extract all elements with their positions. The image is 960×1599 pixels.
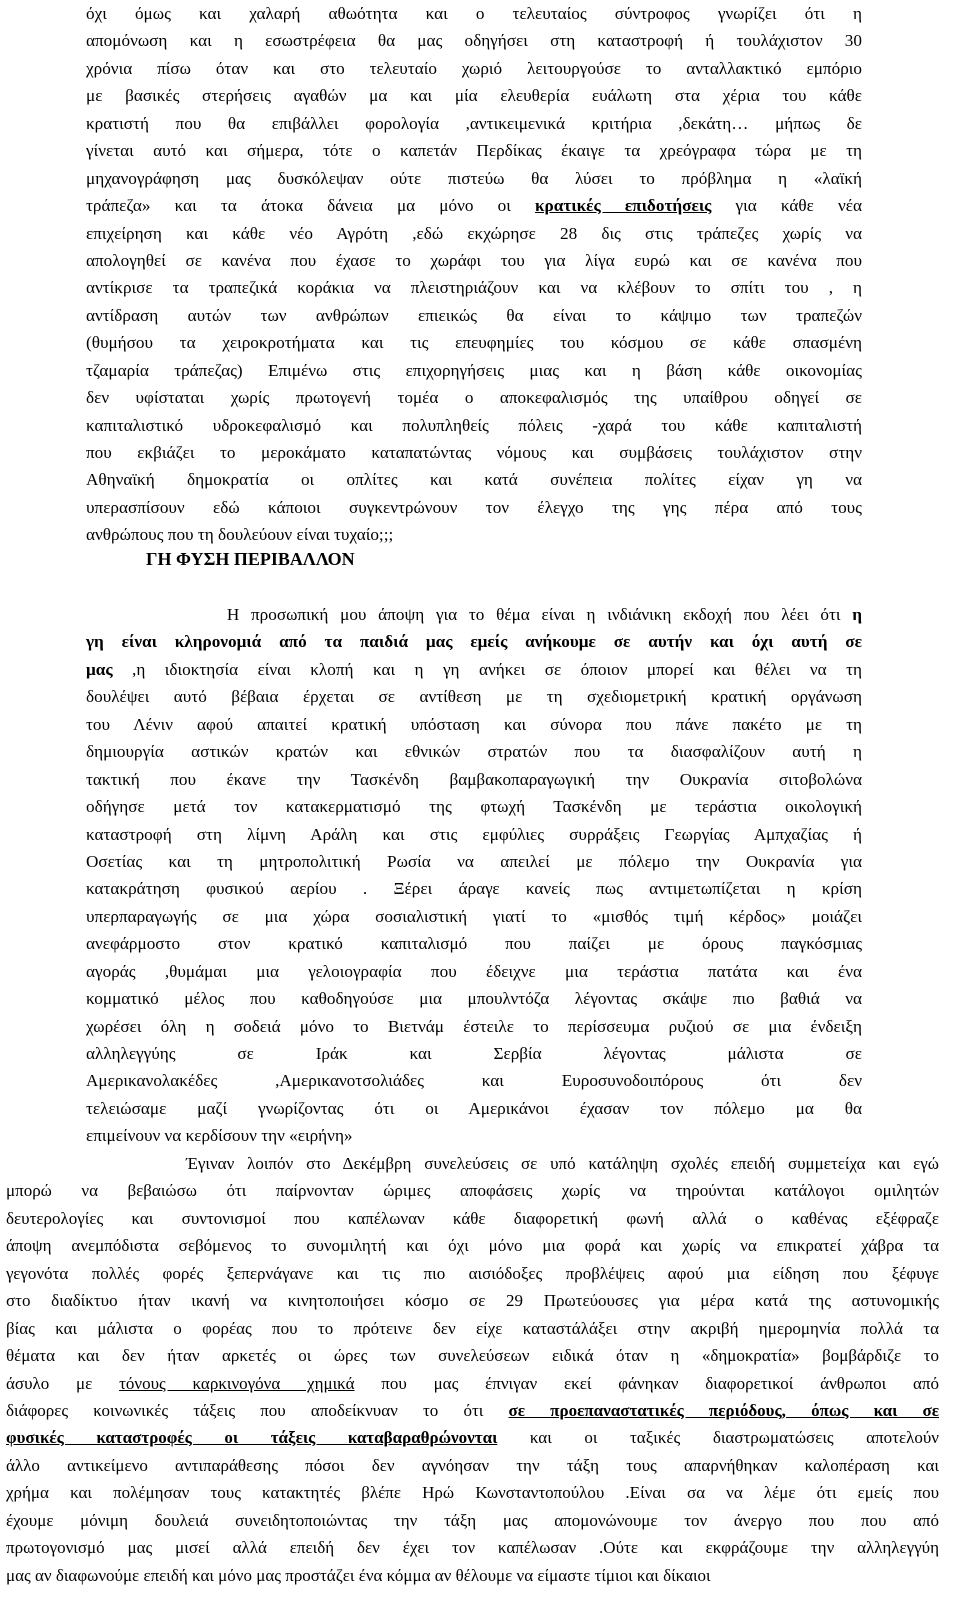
text-span: δεν υφίσταται χωρίς πρωτογενή τομέα ο αποκεφαλισμός της υπαίθρου οδηγεί σε: [86, 388, 862, 408]
text-line: [6, 1150, 939, 1177]
text-line: [6, 1562, 939, 1589]
text-span: Αμερικανολακέδες ,Αμερικανοτσολιάδες και Ευροσυνοδοιπόρους ότι δεν: [86, 1071, 862, 1091]
text-line: [86, 27, 862, 54]
emphasized-text: τόνους καρκινογόνα χημικά: [119, 1373, 355, 1393]
text-span: δημιουργία αστικών κρατών και εθνικών στρατών που τα διασφαλίζουν αυτή η: [86, 742, 862, 762]
text-span: υπερασπίσουν εδώ κάποιοι συγκεντρώνουν τον έλεγχο της γης πέρα από τους: [86, 497, 862, 517]
text-span: γίνεται αυτό και σήμερα, τότε ο καπετάν Περδίκας έκαιγε τα χρεόγραφα τώρα με τη: [86, 141, 862, 161]
text-line: [86, 137, 862, 164]
text-line: [86, 628, 862, 655]
emphasized-text: γη είναι κληρονομιά από τα παιδιά μας εμείς ανήκουμε σε αυτήν και όχι αυτή σε: [86, 632, 862, 652]
text-line: [86, 274, 862, 301]
text-span: δευτερολογίες και συντονισμοί που καπέλωναν κάθε διαφορετική φωνή αλλά ο καθένας εξέφραζε: [6, 1208, 939, 1228]
text-line: [6, 1397, 939, 1424]
text-span: όχι όμως και χαλαρή αθωότητα και ο τελευταίος σύντροφος γνωρίζει ότι η: [86, 4, 862, 23]
text-span: που εκβιάζει το μεροκάματο καταπατώντας νόμους και συμβάσεις τουλάχιστον στην: [86, 443, 862, 462]
text-line: [6, 1479, 939, 1506]
text-span: οδήγησε μετά τον κατακερματισμό της φτωχή Τασκένδη με τεράστια οικολογική: [86, 797, 862, 817]
text-span: (θυμήσου τα χειροκροτήματα και τις επευφημίες του κόσμου σε κάθε σπασμένη: [86, 333, 862, 353]
text-span: μηχανογράφηση μας δυσκόλεψαν ούτε πιστεύω θα λύσει το πρόβλημα η «λαϊκή: [86, 168, 862, 188]
text-span: αγοράς ,θυμάμαι μια γελοιογραφία που έδειχνε μια τεράστια πατάτα και ένα: [86, 961, 862, 981]
text-line: [86, 601, 862, 628]
text-line: [86, 412, 862, 439]
text-span: τακτική που έκανε την Τασκένδη βαμβακοπαραγωγική την Ουκρανία σιτοβολώνα: [86, 769, 862, 789]
text-line: [86, 1067, 862, 1094]
text-line: [6, 1370, 939, 1397]
text-span: κομματικό μέλος που καθοδηγούσε μια μπουλντόζα λέγοντας σκάψε πιο βαθιά να: [86, 989, 862, 1009]
text-span: άποψη ανεμπόδιστα σεβόμενος το συνομιλητή και όχι μόνο μια φορά και χωρίς να επικρατεί χάβρα τα: [6, 1236, 939, 1256]
text-span: στο διαδίκτυο ήταν ικανή να κινητοποιήσει κόσμο σε 29 Πρωτεύουσες για μέρα κατά της αστυνομικής: [6, 1291, 939, 1311]
text-line: [86, 903, 862, 930]
text-span: άσυλο με: [6, 1373, 120, 1393]
text-line: [6, 1287, 939, 1314]
text-span: θέματα και δεν ήταν αρκετές οι ώρες των συνελεύσεων ειδικά όταν η «δημοκρατία» βομβάρδιζε το: [6, 1346, 939, 1366]
text-span: κατακράτηση φυσικού αερίου . Ξέρει άραγε κανείς πως αντιμετωπίζεται η κρίση: [86, 879, 862, 899]
text-line: [86, 192, 862, 219]
text-span: χρήμα και πολέμησαν τους κατακτητές βλέπε Ηρώ Κωνσταντοπούλου .Είναι σα να λέμε ότι εμείς που: [6, 1483, 939, 1503]
text-line: [86, 656, 862, 683]
text-line: [86, 110, 862, 137]
text-line: [86, 1095, 862, 1122]
text-span: και οι ταξικές διαστρωματώσεις αποτελούν: [497, 1428, 939, 1448]
paragraph-2: [86, 601, 862, 1150]
text-span: που μας έπνιγαν εκεί φάνηκαν διαφορετικοί άνθρωποι από: [354, 1373, 940, 1393]
emphasized-text: φυσικές καταστροφές οι τάξεις καταβαραθρώνονται: [6, 1428, 498, 1448]
text-line: [86, 220, 862, 247]
text-span: απολογηθεί σε κανένα που έχασε το χωράφι του για λίγα ευρώ και σε κανένα που: [86, 250, 862, 270]
text-line: [86, 1040, 862, 1067]
text-line: [86, 466, 862, 493]
text-line: [86, 439, 862, 466]
text-line: [6, 1205, 939, 1232]
text-span: επιχείρηση και κάθε νέο Αγρότη ,εδώ εκχώρησε 28 δις στις τράπεζες χωρίς να: [86, 223, 862, 243]
paragraph-1: [86, 0, 862, 549]
text-span: μπορώ να βεβαιώσω ότι παίρνονταν ώριμες αποφάσεις χωρίς να τηρούνται κατάλογοι ομιλητών: [6, 1181, 939, 1201]
emphasized-text: κρατικές επιδοτήσεις: [534, 196, 712, 216]
text-span: χρόνια πίσω όταν και στο τελευταίο χωριό λειτουργούσε το ανταλλακτικό εμπόριο: [86, 58, 862, 78]
text-span: καπιταλιστικό υδροκεφαλισμό και πολυπληθείς πόλεις -χαρά του κάθε καπιταλιστή: [86, 415, 862, 435]
text-span: τράπεζα» και τα άτοκα δάνεια μα μόνο οι: [86, 196, 535, 216]
text-span: κρατιστή που θα επιβάλλει φορολογία ,αντικειμενικά κριτήρια ,δεκάτη… μήπως δε: [86, 113, 862, 133]
text-line: [86, 848, 862, 875]
text-line: [86, 821, 862, 848]
text-span: πρωτογονισμό μας μισεί αλλά επειδή δεν έχει τον καπέλωσαν .Ούτε και εκφράζουμε την αλληλεγγύη: [6, 1538, 939, 1558]
text-line: [6, 1424, 939, 1451]
text-span: υπερπαραγωγής σε μια χώρα σοσιαλιστική γιατί το «μισθός τιμή κέρδος» μοιάζει: [86, 906, 862, 926]
text-span: για κάθε νέα: [711, 196, 862, 216]
text-line: [86, 357, 862, 384]
text-span: Έγιναν λοιπόν στο Δεκέμβρη συνελεύσεις σε υπό κατάληψη σχολές επειδή συμμετείχα και εγώ: [6, 1154, 939, 1173]
text-line: [6, 1452, 939, 1479]
paragraph-3: [6, 1150, 939, 1589]
text-span: χωρέσει όλη η σοδειά μόνο το Βιετνάμ έστειλε το περίσσευμα ρυζιού σε μια ένδειξη: [86, 1016, 862, 1036]
text-line: [86, 494, 862, 521]
text-span: επιμείνουν να κερδίσουν την «ειρήνη»: [86, 1126, 353, 1146]
text-span: διάφορες κοινωνικές τάξεις που αποδείκνυαν το ότι: [6, 1400, 509, 1420]
text-line: [6, 1342, 939, 1369]
text-line: [86, 985, 862, 1012]
text-line: [86, 1013, 862, 1040]
text-line: [6, 1260, 939, 1287]
text-span: ,η ιδιοκτησία είναι κλοπή και η γη ανήκει σε όποιον μπορεί και θέλει να τη: [112, 659, 862, 679]
text-line: [6, 1315, 939, 1342]
text-span: απομόνωση και η εσωστρέφεια θα μας οδηγήσει στη καταστροφή ή τουλάχιστον 30: [86, 31, 862, 51]
text-line: [86, 875, 862, 902]
text-line: [86, 738, 862, 765]
text-line: [86, 1122, 862, 1149]
text-line: [86, 302, 862, 329]
text-line: [86, 0, 862, 27]
text-span: άλλο αντικείμενο αντιπαράθεσης πόσοι δεν αγνόησαν την τάξη τους απαρνήθηκαν καλοπέραση και: [6, 1455, 939, 1475]
text-span: έχουμε μόνιμη δουλειά συνειδητοποιώντας την τάξη μας απομονώνουμε τον άνεργο που που από: [6, 1510, 939, 1530]
text-line: [6, 1232, 939, 1259]
text-span: αλληλεγγύης σε Ιράκ και Σερβία λέγοντας μάλιστα σε: [86, 1044, 862, 1063]
text-line: [86, 711, 862, 738]
text-line: [86, 55, 862, 82]
text-span: αντίκρισε τα τραπεζικά κοράκια να πλειστηριάζουν και να κλέβουν το σπίτι του , η: [86, 278, 862, 298]
text-line: [86, 82, 862, 109]
text-line: [86, 793, 862, 820]
text-span: με βασικές στερήσεις αγαθών μα και μία ελευθερία ευάλωτη στα χέρια του κάθε: [86, 86, 862, 106]
text-line: [86, 165, 862, 192]
text-span: ανθρώπους που τη δουλεύουν είναι τυχαίο;;;: [86, 525, 394, 545]
text-span: τελειώσαμε μαζί γνωρίζοντας ότι οι Αμερικάνοι έχασαν τον πόλεμο μα θα: [86, 1098, 862, 1118]
text-span: μας αν διαφωνούμε επειδή και μόνο μας προστάζει ένα κόμμα αν θέλουμε να είμαστε τίμιοι και δίκαιοι: [6, 1565, 711, 1585]
emphasized-text: σε προεπαναστατικές περιόδους, όπως και σε: [508, 1400, 939, 1420]
text-span: ανεφάρμοστο στον κρατικό καπιταλισμό που παίζει με όρους παγκόσμιας: [86, 934, 862, 954]
text-line: [86, 930, 862, 957]
text-span: βίας και μάλιστα ο φορέας που το πρότεινε δεν είχε καταστάλάξει στην ακριβή ημερομηνία πολλά τα: [6, 1318, 939, 1338]
text-line: [86, 683, 862, 710]
text-line: [86, 766, 862, 793]
text-span: τζαμαρία τράπεζας) Επιμένω στις επιχορηγήσεις μιας και η βάση κάθε οικονομίας: [86, 360, 862, 380]
text-span: αντίδραση αυτών των ανθρώπων επιεικώς θα είναι το κάψιμο των τραπεζών: [86, 305, 862, 325]
text-line: [6, 1177, 939, 1204]
text-line: [86, 247, 862, 274]
emphasized-text: μας: [86, 659, 113, 679]
text-span: δουλέψει αυτό βέβαια έρχεται σε αντίθεση με τη σχεδιομετρική κρατική οργάνωση: [86, 687, 862, 707]
text-span: του Λένιν αφού απαιτεί κρατική υπόσταση και σύνορα που πάνε πακέτο με τη: [86, 714, 862, 734]
text-span: καταστροφή στη λίμνη Αράλη και στις εμφύλιες συρράξεις Γεωργίας Αμπχαζίας ή: [86, 824, 862, 844]
section-heading: ΓΗ ΦΥΣΗ ΠΕΡΙΒΑΛΛΟΝ: [146, 549, 355, 569]
emphasized-text: η: [852, 605, 862, 624]
text-line: [86, 384, 862, 411]
text-span: Η προσωπική μου άποψη για το θέμα είναι η ινδιάνικη εκδοχή που λέει ότι: [86, 605, 853, 624]
text-span: γεγονότα πολλές φορές ξεπερνάγανε και τις πιο αισιόδοξες προβλέψεις αφού μια είδηση που ξέφυγε: [6, 1263, 939, 1283]
text-span: Αθηναϊκή δημοκρατία οι οπλίτες και κατά συνέπεια πολίτες είχαν γη να: [86, 470, 862, 490]
text-span: Οσετίας και τη μητροπολιτική Ρωσία να απειλεί με πόλεμο την Ουκρανία για: [86, 851, 862, 871]
text-line: [6, 1534, 939, 1561]
text-line: [6, 1507, 939, 1534]
text-line: [86, 958, 862, 985]
text-line: [86, 329, 862, 356]
